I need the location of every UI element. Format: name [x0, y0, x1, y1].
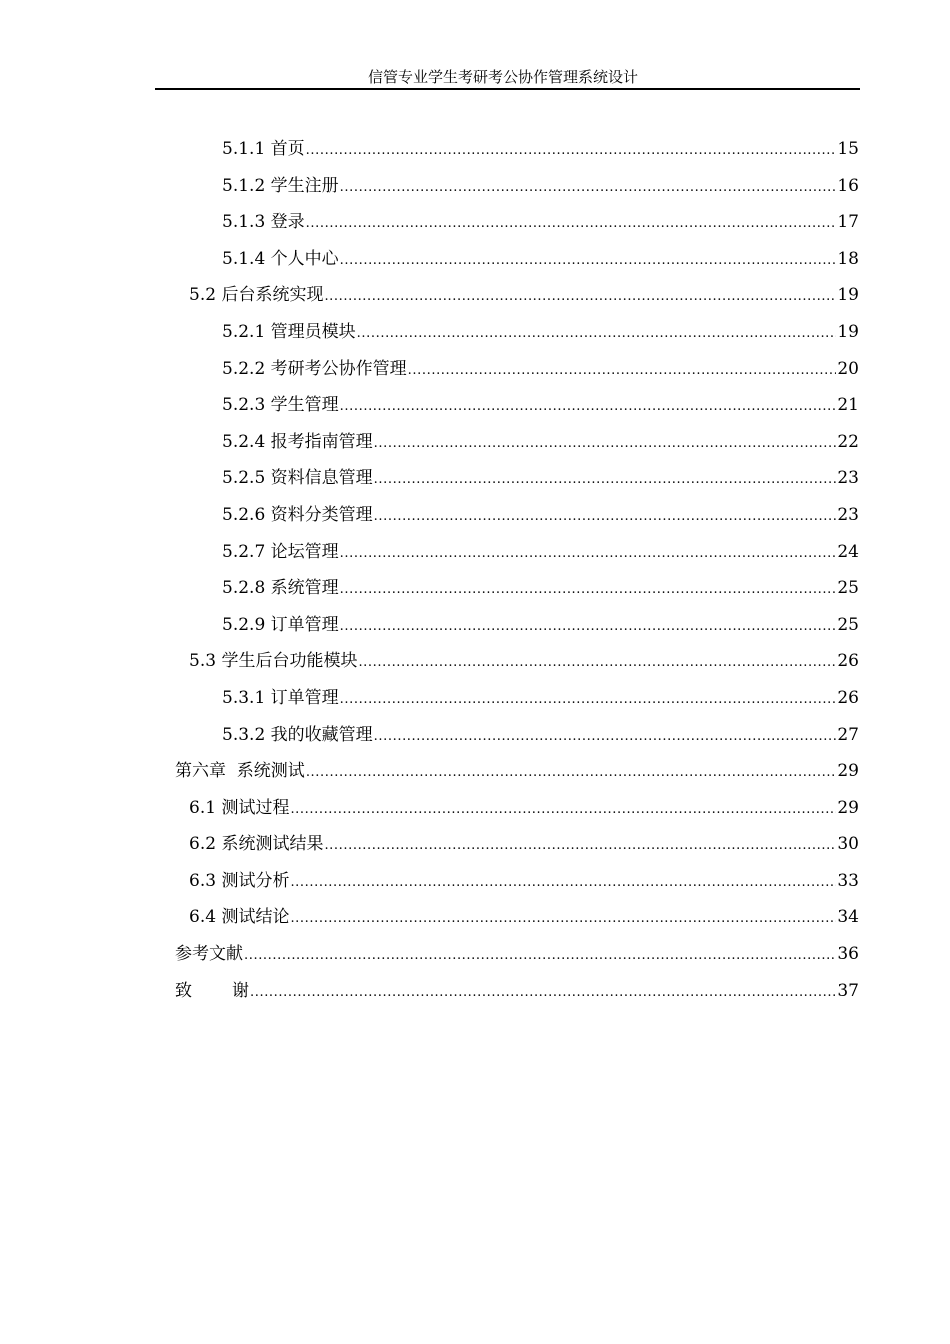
toc-entry-label: 5.3.1 订单管理 — [222, 687, 339, 708]
page-header-title: 信管专业学生考研考公协作管理系统设计 — [368, 68, 639, 86]
dot-leader — [306, 755, 837, 792]
toc-entry-5-2-6[interactable] — [0, 497, 950, 534]
toc-entry-references[interactable] — [0, 936, 950, 973]
toc-entry-5-2-5[interactable] — [0, 460, 950, 497]
toc-page-number: 29 — [837, 761, 859, 782]
toc-entry-label: 5.3 学生后台功能模块 — [189, 651, 358, 672]
toc-entry-label: 5.1.4 个人中心 — [222, 248, 339, 269]
dot-leader — [290, 792, 836, 829]
toc-entry-5-2-3[interactable] — [0, 387, 950, 424]
toc-entry-label: 5.2.6 资料分类管理 — [222, 504, 373, 525]
toc-page-number: 24 — [837, 541, 859, 562]
toc-entry-label: 5.2.7 论坛管理 — [222, 541, 339, 562]
dot-leader — [290, 901, 836, 938]
toc-page-number: 21 — [837, 395, 859, 416]
toc-entry-label: 5.2.9 订单管理 — [222, 614, 339, 635]
dot-leader — [374, 719, 837, 756]
toc-entry-5-2-7[interactable] — [0, 534, 950, 571]
toc-entry-5-3[interactable] — [0, 643, 950, 680]
toc-entry-5-2[interactable] — [0, 277, 950, 314]
toc-page-number: 25 — [837, 614, 859, 635]
toc-entry-label: 5.1.2 学生注册 — [222, 175, 339, 196]
toc-entry-label: 6.3 测试分析 — [189, 870, 290, 891]
toc-entry-label: 5.2.3 学生管理 — [222, 395, 339, 416]
toc-entry-label: 5.3.2 我的收藏管理 — [222, 724, 373, 745]
toc-page-number: 26 — [837, 651, 859, 672]
toc-page-number: 34 — [837, 907, 859, 928]
toc-page-number: 29 — [837, 797, 859, 818]
dot-leader — [306, 206, 837, 243]
toc-entry-label: 5.2.4 报考指南管理 — [222, 431, 373, 452]
toc-entry-6-4[interactable] — [0, 899, 950, 936]
toc-entry-label: 6.2 系统测试结果 — [189, 834, 324, 855]
toc-entry-chapter-6[interactable] — [0, 753, 950, 790]
toc-page-number: 22 — [837, 431, 859, 452]
toc-page-number: 23 — [837, 468, 859, 489]
toc-entry-5-2-8[interactable] — [0, 570, 950, 607]
dot-leader — [290, 865, 836, 902]
toc-entry-5-1-4[interactable] — [0, 241, 950, 278]
toc-entry-6-2[interactable] — [0, 826, 950, 863]
toc-entry-label — [175, 973, 249, 1010]
toc-page-number: 33 — [837, 870, 859, 891]
dot-leader — [340, 682, 837, 719]
dot-leader — [374, 462, 837, 499]
dot-leader — [408, 353, 837, 390]
toc-entry-5-1-1[interactable] — [0, 131, 950, 168]
dot-leader — [340, 243, 837, 280]
toc-entry-label: 5.2.8 系统管理 — [222, 578, 339, 599]
dot-leader — [244, 938, 836, 975]
toc-entry-label: 5.1.3 登录 — [222, 212, 305, 233]
dot-leader — [340, 170, 837, 207]
dot-leader — [358, 645, 836, 682]
toc-entry-label: 5.2.5 资料信息管理 — [222, 468, 373, 489]
toc-entry-label-part1: 致 — [175, 980, 192, 1001]
toc-page-number: 15 — [837, 139, 859, 159]
toc-page-number: 16 — [837, 175, 859, 196]
toc-page-number: 19 — [837, 285, 859, 306]
toc-page-number: 36 — [837, 944, 859, 965]
toc-entry-5-2-9[interactable] — [0, 607, 950, 644]
toc-page-number: 19 — [837, 321, 859, 342]
toc-entry-5-3-2[interactable] — [0, 717, 950, 754]
toc-entry-5-2-2[interactable] — [0, 351, 950, 388]
dot-leader — [340, 389, 837, 426]
toc-entry-label: 6.4 测试结论 — [189, 907, 290, 928]
toc-entry-label: 5.2.2 考研考公协作管理 — [222, 358, 407, 379]
toc-page-number: 27 — [837, 724, 859, 745]
toc-page-number: 17 — [837, 212, 859, 233]
toc-page-number: 25 — [837, 578, 859, 599]
dot-leader — [250, 975, 836, 1012]
toc-entry-label-part2: 谢 — [232, 980, 249, 1001]
toc-page-number: 30 — [837, 834, 859, 855]
dot-leader — [324, 828, 836, 865]
dot-leader — [306, 133, 837, 170]
table-of-contents — [0, 131, 950, 1009]
toc-entry-5-3-1[interactable] — [0, 680, 950, 717]
dot-leader — [340, 536, 837, 573]
page-header — [155, 66, 860, 90]
toc-page-number: 20 — [837, 358, 859, 379]
dot-leader — [374, 426, 837, 463]
dot-leader — [357, 316, 837, 353]
toc-entry-5-2-4[interactable] — [0, 424, 950, 461]
toc-entry-5-1-2[interactable] — [0, 168, 950, 205]
dot-leader — [324, 279, 836, 316]
toc-entry-5-1-3[interactable] — [0, 204, 950, 241]
toc-entry-6-3[interactable] — [0, 863, 950, 900]
toc-page-number: 37 — [837, 980, 859, 1001]
toc-entry-label: 6.1 测试过程 — [189, 797, 290, 818]
dot-leader — [340, 609, 837, 646]
toc-entry-label: 参考文献 — [175, 944, 243, 965]
toc-entry-label: 5.1.1 首页 — [222, 139, 305, 159]
toc-page-number: 23 — [837, 504, 859, 525]
toc-entry-6-1[interactable] — [0, 790, 950, 827]
toc-entry-label: 第六章 系统测试 — [175, 761, 305, 782]
dot-leader — [374, 499, 837, 536]
toc-entry-label: 5.2.1 管理员模块 — [222, 321, 356, 342]
toc-entry-5-2-1[interactable] — [0, 314, 950, 351]
toc-entry-acknowledgements[interactable] — [0, 973, 950, 1010]
toc-page-number: 26 — [837, 687, 859, 708]
dot-leader — [340, 572, 837, 609]
toc-page-number: 18 — [837, 248, 859, 269]
toc-entry-label: 5.2 后台系统实现 — [189, 285, 324, 306]
